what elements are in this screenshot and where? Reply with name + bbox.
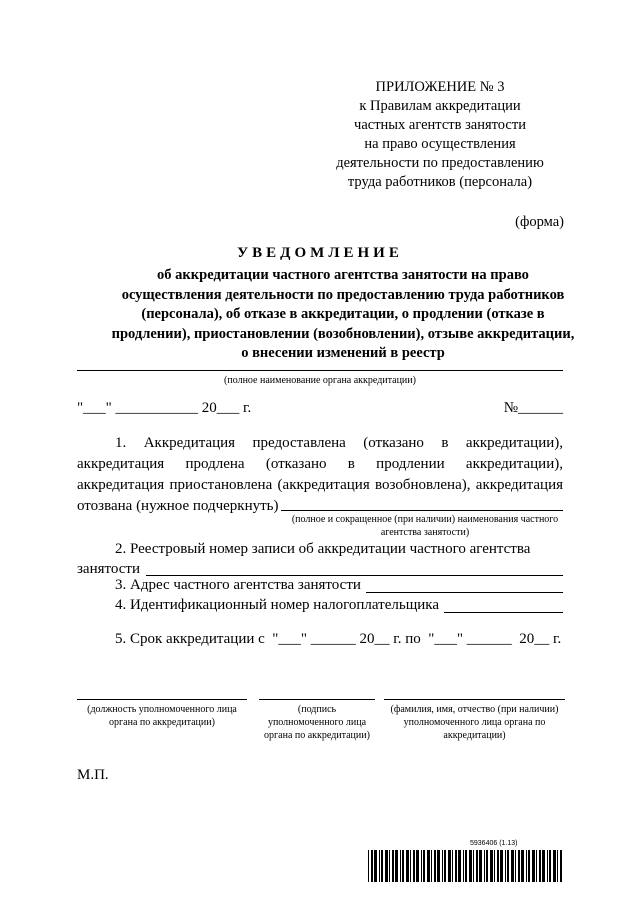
barcode-bar <box>400 850 401 882</box>
barcode-bar <box>490 850 493 882</box>
subtitle-line: (персонала), об отказе в аккредитации, о продлении (отказе в <box>141 306 545 322</box>
barcode-bar <box>463 850 464 882</box>
fullname-caption: (фамилия, имя, отчество (при наличии) уполномоченного лица органа по аккредитации) <box>390 704 559 741</box>
barcode-bar <box>371 850 373 882</box>
barcode-bar <box>437 850 440 882</box>
barcode-bar <box>416 850 419 882</box>
barcode-bar <box>413 850 415 882</box>
subtitle-line: осуществления деятельности по предоставлению труда работников <box>121 286 565 303</box>
barcode-bar <box>547 850 548 882</box>
paragraph-3: 3. Адрес частного агентства занятости <box>115 577 361 593</box>
barcode-bar <box>479 850 482 882</box>
form-label: (форма) <box>515 214 564 230</box>
barcode-bar <box>494 850 495 882</box>
para1-line: отозвана (нужное подчеркнуть) <box>77 498 279 514</box>
barcode-bar <box>448 850 451 882</box>
barcode-bar <box>402 850 404 882</box>
barcode-bar <box>536 850 537 882</box>
barcode-bar <box>476 850 478 882</box>
annex-header <box>310 78 570 192</box>
subtitle-line: продлении), приостановлении (возобновлении), отзыве аккредитации, <box>111 325 575 342</box>
barcode-bar <box>379 850 380 882</box>
barcode-bar <box>473 850 474 882</box>
barcode-bar <box>484 850 485 882</box>
barcode <box>368 850 563 882</box>
barcode-bar <box>452 850 453 882</box>
barcode-bar <box>518 850 520 882</box>
annex-line: к Правилам аккредитации <box>359 98 521 114</box>
annex-line: труда работников (персонала) <box>347 174 533 190</box>
barcode-bar <box>427 850 430 882</box>
barcode-bar <box>368 850 369 882</box>
barcode-bar <box>423 850 425 882</box>
barcode-bar <box>385 850 388 882</box>
barcode-bar <box>505 850 506 882</box>
barcode-bar <box>486 850 488 882</box>
annex-line: деятельности по предоставлению <box>336 155 544 171</box>
annex-line: на право осуществления <box>364 136 516 152</box>
para1-line: аккредитация продлена (отказано в продлении аккредитации), <box>77 456 563 472</box>
barcode-bar <box>507 850 509 882</box>
barcode-bar <box>410 850 411 882</box>
document-title: УВЕДОМЛЕНИЕ <box>237 245 403 261</box>
barcode-text: 5936406 (1.13) <box>470 840 518 847</box>
inn-line[interactable] <box>444 612 563 613</box>
agency-name-caption: (полное и сокращенное (при наличии) наименования частного агентства занятости) <box>291 514 559 538</box>
position-line[interactable] <box>77 699 247 700</box>
barcode-bar <box>442 850 443 882</box>
barcode-bar <box>539 850 541 882</box>
barcode-bar <box>557 850 558 882</box>
para1-line: аккредитация приостановлена (аккредитация возобновлена), аккредитация <box>77 477 563 493</box>
paragraph-5[interactable]: 5. Срок аккредитации с "___" ______ 20__ г. по "___" ______ 20__ г. <box>115 631 562 647</box>
barcode-bar <box>560 850 562 882</box>
barcode-bar <box>444 850 446 882</box>
barcode-bar <box>549 850 551 882</box>
paragraph-2-line-2: занятости <box>77 561 140 577</box>
number-field[interactable]: №______ <box>503 400 563 416</box>
signature-line[interactable] <box>259 699 375 700</box>
barcode-bar <box>465 850 467 882</box>
barcode-bar <box>532 850 535 882</box>
barcode-bar <box>497 850 499 882</box>
date-field[interactable]: "___" ___________ 20___ г. <box>77 400 252 416</box>
barcode-bar <box>526 850 527 882</box>
address-line[interactable] <box>366 592 563 593</box>
annex-line: частных агентств занятости <box>354 117 526 133</box>
barcode-bar <box>458 850 461 882</box>
position-caption: (должность уполномоченного лица органа по аккредитации) <box>87 704 237 728</box>
barcode-bar <box>469 850 472 882</box>
paragraph-4: 4. Идентификационный номер налогоплательщика <box>115 597 440 613</box>
barcode-bar <box>434 850 436 882</box>
stamp-label: М.П. <box>77 767 109 783</box>
subtitle-line: о внесении изменений в реестр <box>241 345 445 361</box>
agency-name-line[interactable] <box>281 510 563 511</box>
barcode-bar <box>431 850 432 882</box>
annex-line: ПРИЛОЖЕНИЕ № 3 <box>375 79 505 95</box>
barcode-bar <box>421 850 422 882</box>
barcode-bar <box>455 850 457 882</box>
barcode-bar <box>521 850 524 882</box>
fullname-line[interactable] <box>384 699 565 700</box>
barcode-bar <box>542 850 545 882</box>
paragraph-1 <box>77 433 563 517</box>
barcode-bar <box>511 850 514 882</box>
organ-name-line[interactable] <box>77 370 563 371</box>
subtitle-line: об аккредитации частного агентства занятости на право <box>157 267 529 283</box>
organ-name-caption: (полное наименование органа аккредитации) <box>224 375 416 386</box>
signature-caption: (подпись уполномоченного лица органа по аккредитации) <box>264 704 370 741</box>
barcode-bar <box>381 850 383 882</box>
document-subtitle <box>108 266 578 364</box>
para1-line: 1. Аккредитация предоставлена (отказано в аккредитации), <box>115 435 563 451</box>
barcode-bar <box>515 850 516 882</box>
barcode-bar <box>406 850 409 882</box>
barcode-bar <box>374 850 377 882</box>
barcode-bar <box>553 850 556 882</box>
barcode-bar <box>500 850 503 882</box>
barcode-bar <box>528 850 530 882</box>
barcode-bar <box>389 850 390 882</box>
barcode-bar <box>392 850 394 882</box>
barcode-bar <box>395 850 398 882</box>
paragraph-2-line-1: 2. Реестровый номер записи об аккредитации частного агентства <box>115 541 531 557</box>
